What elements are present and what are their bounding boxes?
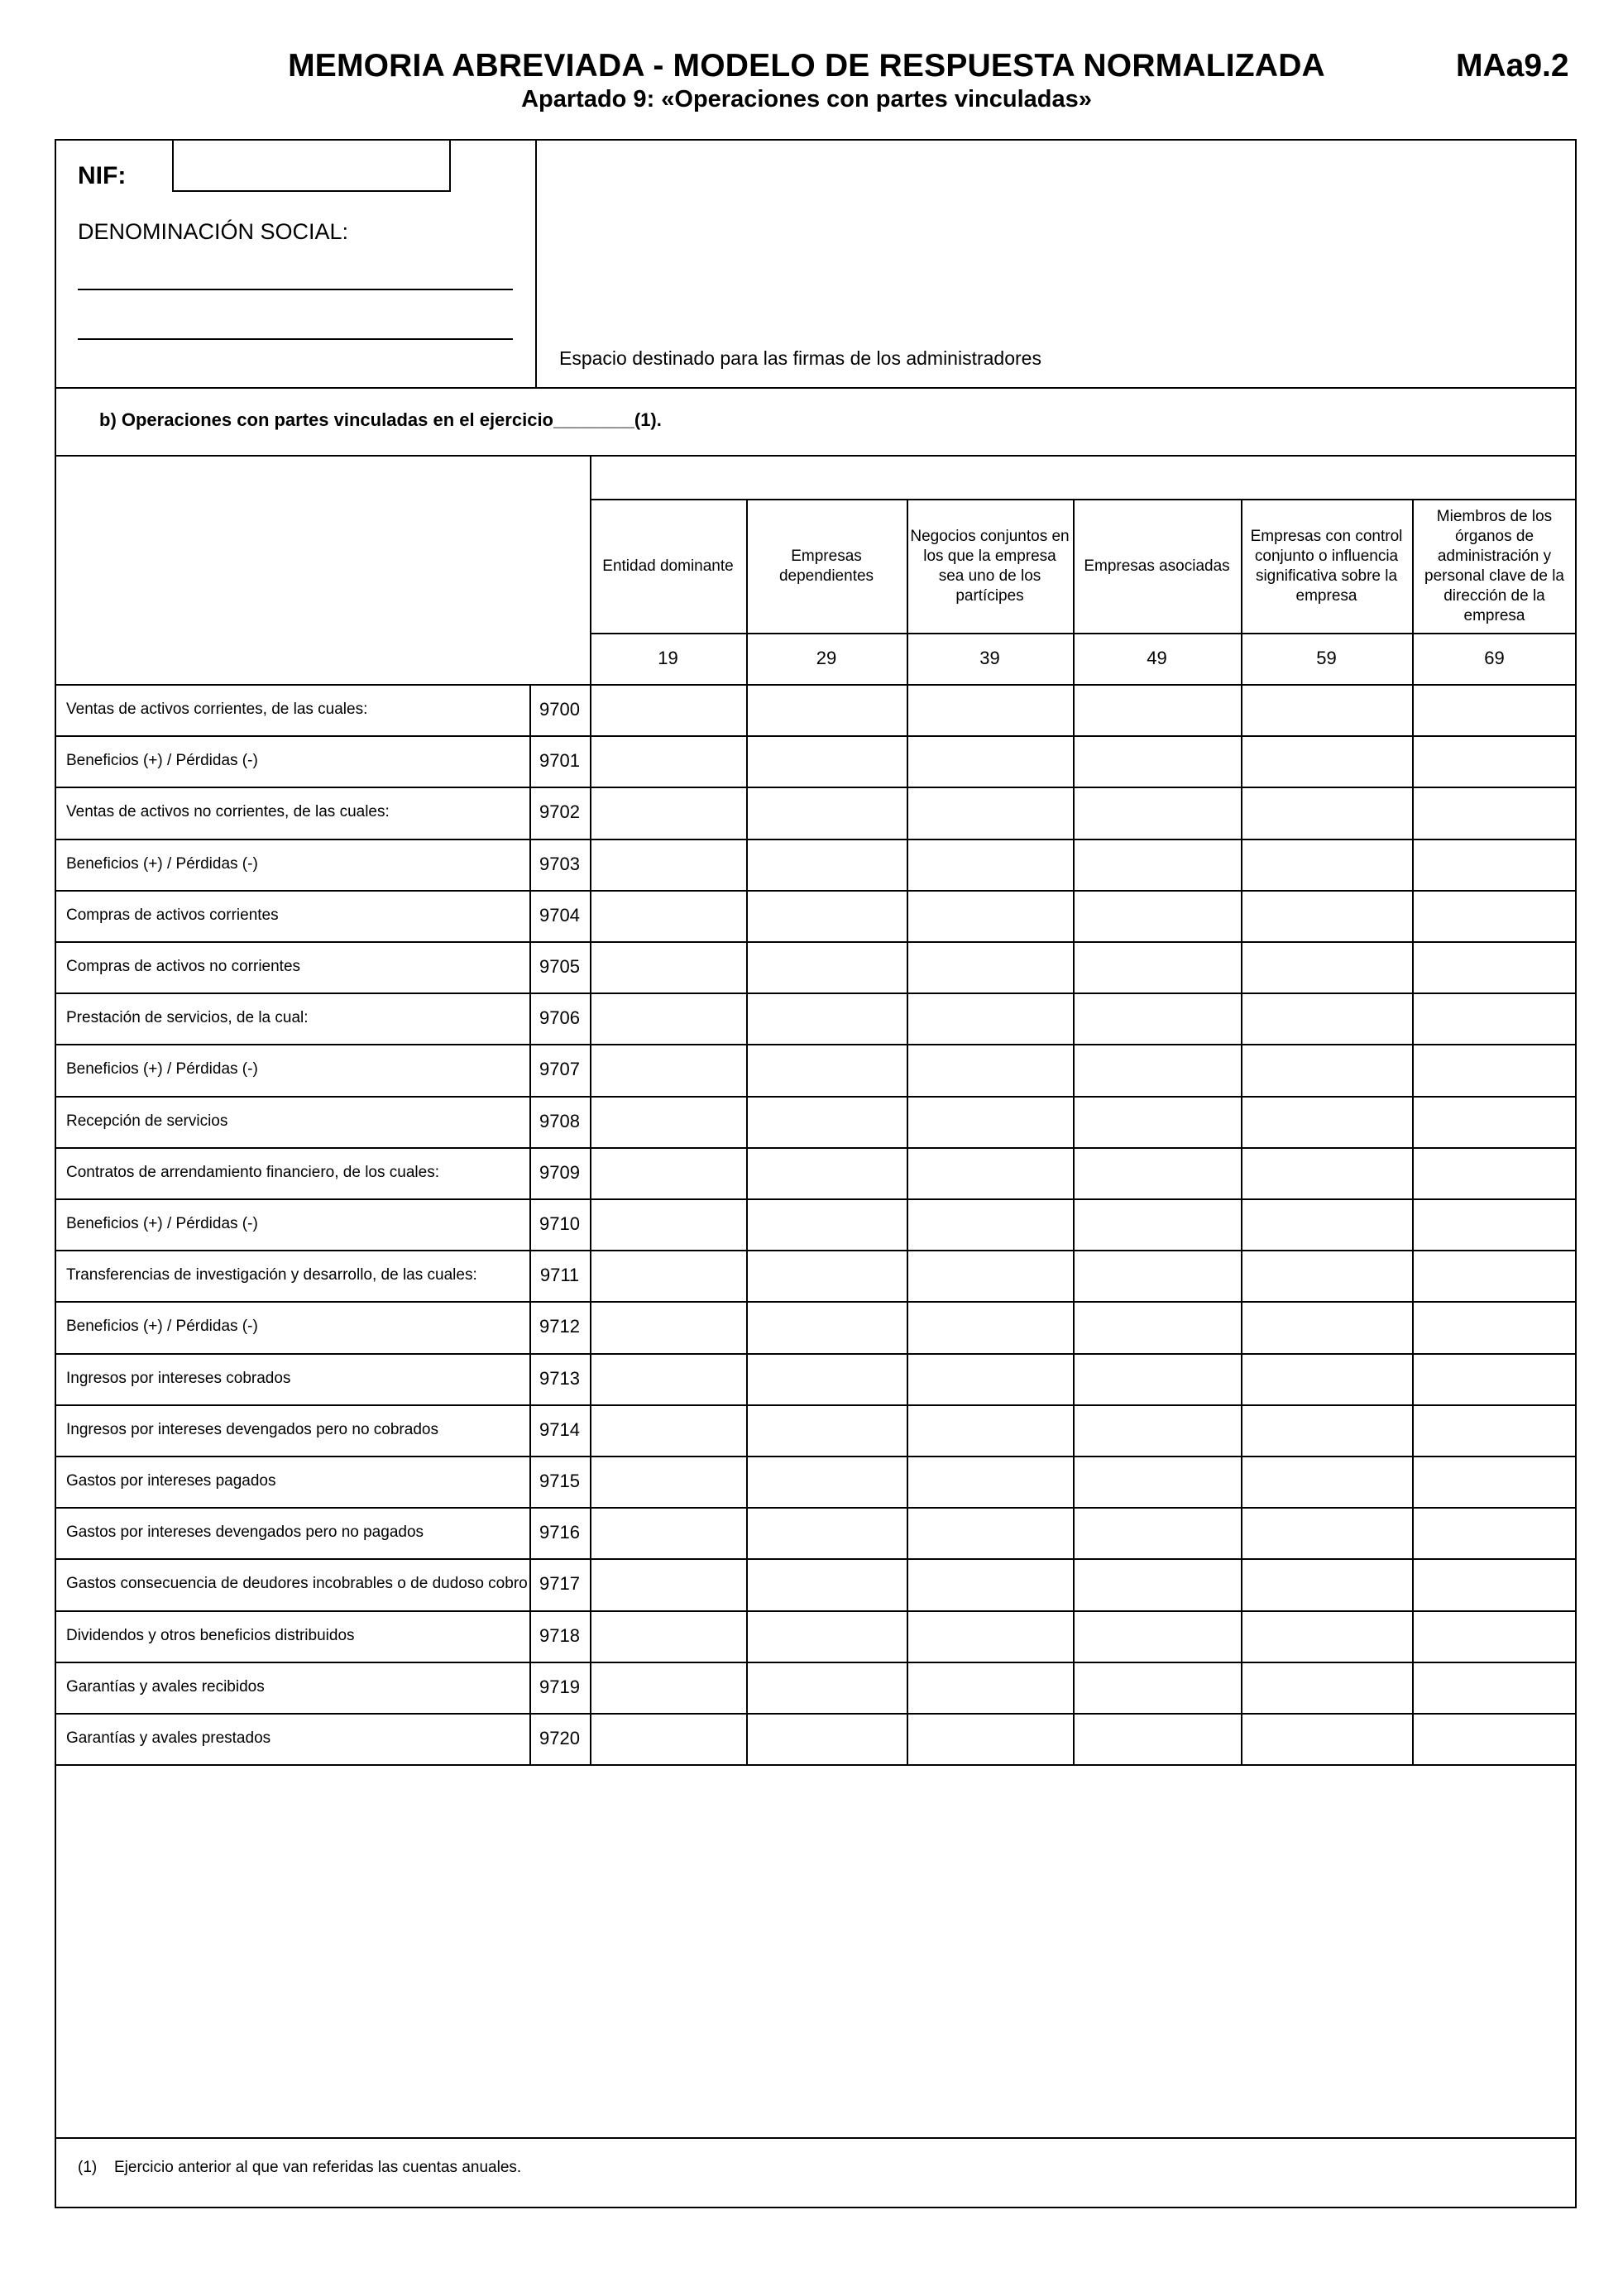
value-cell[interactable] [1242,1663,1410,1711]
value-cell[interactable] [591,1457,744,1505]
value-cell[interactable] [591,1355,744,1403]
value-cell[interactable] [908,1612,1071,1660]
row-label: Ingresos por intereses devengados pero no cobrados [66,1421,438,1438]
footnote [78,2159,521,2177]
value-cell[interactable] [1414,1200,1575,1248]
row-label: Beneficios (+) / Pérdidas (-) [66,752,258,769]
value-cell[interactable] [748,1200,905,1248]
row-code: 9701 [539,750,580,771]
column-code: 39 [979,648,1000,668]
value-cell[interactable] [908,1200,1071,1248]
value-cell[interactable] [1075,1149,1239,1197]
row-label: Beneficios (+) / Pérdidas (-) [66,1318,258,1335]
value-cell[interactable] [591,1200,744,1248]
value-cell[interactable] [1242,1045,1410,1093]
value-cell[interactable] [1075,840,1239,888]
value-cell[interactable] [1414,1560,1575,1608]
row-code: 9707 [539,1059,580,1079]
value-cell[interactable] [748,892,905,940]
row-label: Beneficios (+) / Pérdidas (-) [66,855,258,873]
table-body-bottom-line [55,1764,1577,1766]
row-label: Gastos consecuencia de deudores incobrables o de dudoso cobro [66,1575,528,1592]
value-cell[interactable] [908,1715,1071,1763]
value-cell[interactable] [1242,1098,1410,1146]
row-code: 9709 [539,1162,580,1183]
row-label: Beneficios (+) / Pérdidas (-) [66,1215,258,1232]
value-cell[interactable] [908,686,1071,734]
value-cell[interactable] [748,686,905,734]
value-cell[interactable] [1414,1045,1575,1093]
value-cell[interactable] [1414,1406,1575,1454]
column-header: Negocios conjuntos en los que la empresa sea uno de los partícipes [910,528,1070,605]
value-cell[interactable] [591,1251,744,1299]
value-cell[interactable] [591,1509,744,1557]
value-cell[interactable] [1242,1612,1410,1660]
value-cell[interactable] [908,1560,1071,1608]
value-cell[interactable] [1075,1663,1239,1711]
value-cell[interactable] [1414,1098,1575,1146]
value-cell[interactable] [1242,1715,1410,1763]
column-header: Entidad dominante [602,557,734,575]
column-code: 29 [816,648,837,668]
value-cell[interactable] [908,1098,1071,1146]
signature-area-label: Espacio destinado para las firmas de los administradores [559,347,1041,369]
value-cell[interactable] [1075,1457,1239,1505]
denominacion-label: DENOMINACIÓN SOCIAL: [78,219,349,244]
value-cell[interactable] [1414,1715,1575,1763]
value-cell[interactable] [591,892,744,940]
value-cell[interactable] [908,1663,1071,1711]
value-cell[interactable] [748,994,905,1042]
value-cell[interactable] [1414,788,1575,836]
value-cell[interactable] [1075,1098,1239,1146]
value-cell[interactable] [1075,892,1239,940]
denominacion-line-2[interactable] [78,338,513,340]
value-cell[interactable] [591,840,744,888]
value-cell[interactable] [748,1355,905,1403]
column-code: 69 [1484,648,1505,668]
value-cell[interactable] [1075,1715,1239,1763]
value-cell[interactable] [908,994,1071,1042]
footnote-divider [55,2137,1577,2139]
denominacion-line-1[interactable] [78,289,513,290]
row-label: Compras de activos corrientes [66,906,279,924]
row-label: Gastos por intereses devengados pero no pagados [66,1523,424,1541]
value-cell[interactable] [591,1303,744,1351]
value-cell[interactable] [591,943,744,991]
value-cell[interactable] [1242,1457,1410,1505]
row-label: Beneficios (+) / Pérdidas (-) [66,1060,258,1078]
row-label: Ingresos por intereses cobrados [66,1370,291,1387]
page-subtitle: Apartado 9: «Operaciones con partes vinculadas» [521,86,1092,112]
page-title: MEMORIA ABREVIADA - MODELO DE RESPUESTA NORMALIZADA [288,48,1325,84]
value-cell[interactable] [748,1560,905,1608]
value-cell[interactable] [1075,1355,1239,1403]
value-cell[interactable] [1075,994,1239,1042]
value-cell[interactable] [591,1612,744,1660]
value-cell[interactable] [908,788,1071,836]
value-cell[interactable] [748,1612,905,1660]
row-label: Ventas de activos corrientes, de las cuales: [66,701,368,718]
value-cell[interactable] [908,1251,1071,1299]
value-cell[interactable] [908,737,1071,785]
row-code: 9715 [539,1471,580,1491]
value-cell[interactable] [1075,1560,1239,1608]
section-divider-top [55,387,1577,389]
value-cell[interactable] [1414,1663,1575,1711]
value-cell[interactable] [591,1045,744,1093]
column-code: 59 [1316,648,1337,668]
value-cell[interactable] [748,1303,905,1351]
column-header: Empresas asociadas [1084,557,1230,575]
value-cell[interactable] [1242,1406,1410,1454]
value-cell[interactable] [1075,737,1239,785]
row-code: 9710 [539,1213,580,1234]
value-cell[interactable] [908,1406,1071,1454]
value-cell[interactable] [591,686,744,734]
column-code: 49 [1147,648,1167,668]
value-cell[interactable] [908,1045,1071,1093]
value-cell[interactable] [1242,1149,1410,1197]
value-cell[interactable] [748,1098,905,1146]
value-cell[interactable] [748,943,905,991]
value-cell[interactable] [1075,1612,1239,1660]
value-cell[interactable] [1414,1303,1575,1351]
value-cell[interactable] [748,1045,905,1093]
row-code: 9700 [539,699,580,720]
row-label: Compras de activos no corrientes [66,958,301,975]
column-header: Empresas dependientes [778,548,874,585]
row-code: 9716 [539,1522,580,1543]
value-cell[interactable] [1242,1355,1410,1403]
row-code: 9703 [539,854,580,874]
value-cell[interactable] [908,1509,1071,1557]
value-cell[interactable] [1242,686,1410,734]
nif-input[interactable] [172,139,451,192]
value-cell[interactable] [748,1509,905,1557]
value-cell[interactable] [1242,788,1410,836]
row-code: 9719 [539,1677,580,1697]
value-cell[interactable] [591,788,744,836]
column-header: Empresas con control conjunto o influencia significativa sobre la empresa [1250,528,1403,605]
value-cell[interactable] [908,1149,1071,1197]
value-cell[interactable] [1075,1303,1239,1351]
header-strip-line [590,499,1577,500]
row-code: 9714 [539,1419,580,1440]
section-divider-bottom [55,455,1577,457]
value-cell[interactable] [591,994,744,1042]
value-cell[interactable] [1242,892,1410,940]
value-cell[interactable] [591,1560,744,1608]
value-cell[interactable] [1414,943,1575,991]
value-cell[interactable] [1242,1303,1410,1351]
value-cell[interactable] [1075,1200,1239,1248]
value-cell[interactable] [1242,1251,1410,1299]
value-cell[interactable] [1075,1251,1239,1299]
value-cell[interactable] [1414,737,1575,785]
value-cell[interactable] [908,943,1071,991]
row-label: Garantías y avales recibidos [66,1678,265,1696]
value-cell[interactable] [1242,943,1410,991]
row-code: 9713 [539,1368,580,1389]
value-cell[interactable] [1242,1509,1410,1557]
value-cell[interactable] [748,1715,905,1763]
value-cell[interactable] [1414,840,1575,888]
value-cell[interactable] [591,1149,744,1197]
row-label: Garantías y avales prestados [66,1729,271,1747]
row-label: Dividendos y otros beneficios distribuidos [66,1627,355,1644]
row-code: 9702 [539,801,580,822]
value-cell[interactable] [1242,1560,1410,1608]
id-block-divider [535,139,537,387]
value-cell[interactable] [1075,788,1239,836]
value-cell[interactable] [591,1715,744,1763]
value-cell[interactable] [1414,1251,1575,1299]
value-cell[interactable] [748,1251,905,1299]
value-cell[interactable] [1414,1149,1575,1197]
row-code: 9711 [539,1265,580,1285]
row-code: 9706 [539,1007,580,1028]
value-cell[interactable] [1075,1045,1239,1093]
footnote-number: (1) [78,2159,98,2176]
value-cell[interactable] [1414,1509,1575,1557]
value-cell[interactable] [591,1406,744,1454]
row-code: 9720 [539,1728,580,1748]
row-label: Recepción de servicios [66,1112,228,1130]
value-cell[interactable] [591,1098,744,1146]
value-cell[interactable] [1075,943,1239,991]
value-cell[interactable] [1414,892,1575,940]
value-cell[interactable] [1242,737,1410,785]
row-label: Transferencias de investigación y desarrollo, de las cuales: [66,1266,477,1284]
value-cell[interactable] [591,737,744,785]
row-code: 9708 [539,1111,580,1131]
row-label: Gastos por intereses pagados [66,1472,276,1490]
value-cell[interactable] [1242,994,1410,1042]
footnote-text: Ejercicio anterior al que van referidas las cuentas anuales. [114,2159,522,2176]
value-cell[interactable] [1414,1612,1575,1660]
row-code: 9712 [539,1316,580,1337]
value-cell[interactable] [748,1149,905,1197]
row-label: Contratos de arrendamiento financiero, de los cuales: [66,1164,439,1181]
value-cell[interactable] [908,1355,1071,1403]
value-cell[interactable] [1414,686,1575,734]
row-label: Prestación de servicios, de la cual: [66,1009,309,1026]
row-code: 9717 [539,1573,580,1594]
column-code: 19 [658,648,678,668]
value-cell[interactable] [1242,840,1410,888]
form-code: MAa9.2 [1456,48,1569,84]
value-cell[interactable] [1242,1200,1410,1248]
value-cell[interactable] [1075,1406,1239,1454]
section-title: b) Operaciones con partes vinculadas en el ejercicio________(1). [99,409,662,430]
row-code: 9705 [539,956,580,977]
value-cell[interactable] [1414,994,1575,1042]
value-cell[interactable] [748,840,905,888]
value-cell[interactable] [1075,686,1239,734]
nif-label: NIF: [78,162,127,189]
value-cell[interactable] [748,1457,905,1505]
value-cell[interactable] [748,737,905,785]
row-label: Ventas de activos no corrientes, de las cuales: [66,803,390,820]
column-header: Miembros de los órganos de administración y personal clave de la dirección de la empresa [1424,508,1564,624]
value-cell[interactable] [908,1457,1071,1505]
row-code: 9704 [539,905,580,926]
value-cell[interactable] [748,1663,905,1711]
value-cell[interactable] [1414,1355,1575,1403]
value-cell[interactable] [908,1303,1071,1351]
value-cell[interactable] [1414,1457,1575,1505]
signature-area[interactable] [538,141,1575,331]
row-code: 9718 [539,1625,580,1646]
value-cell[interactable] [908,892,1071,940]
value-cell[interactable] [748,788,905,836]
value-cell[interactable] [908,840,1071,888]
value-cell[interactable] [1075,1509,1239,1557]
value-cell[interactable] [591,1663,744,1711]
value-cell[interactable] [748,1406,905,1454]
